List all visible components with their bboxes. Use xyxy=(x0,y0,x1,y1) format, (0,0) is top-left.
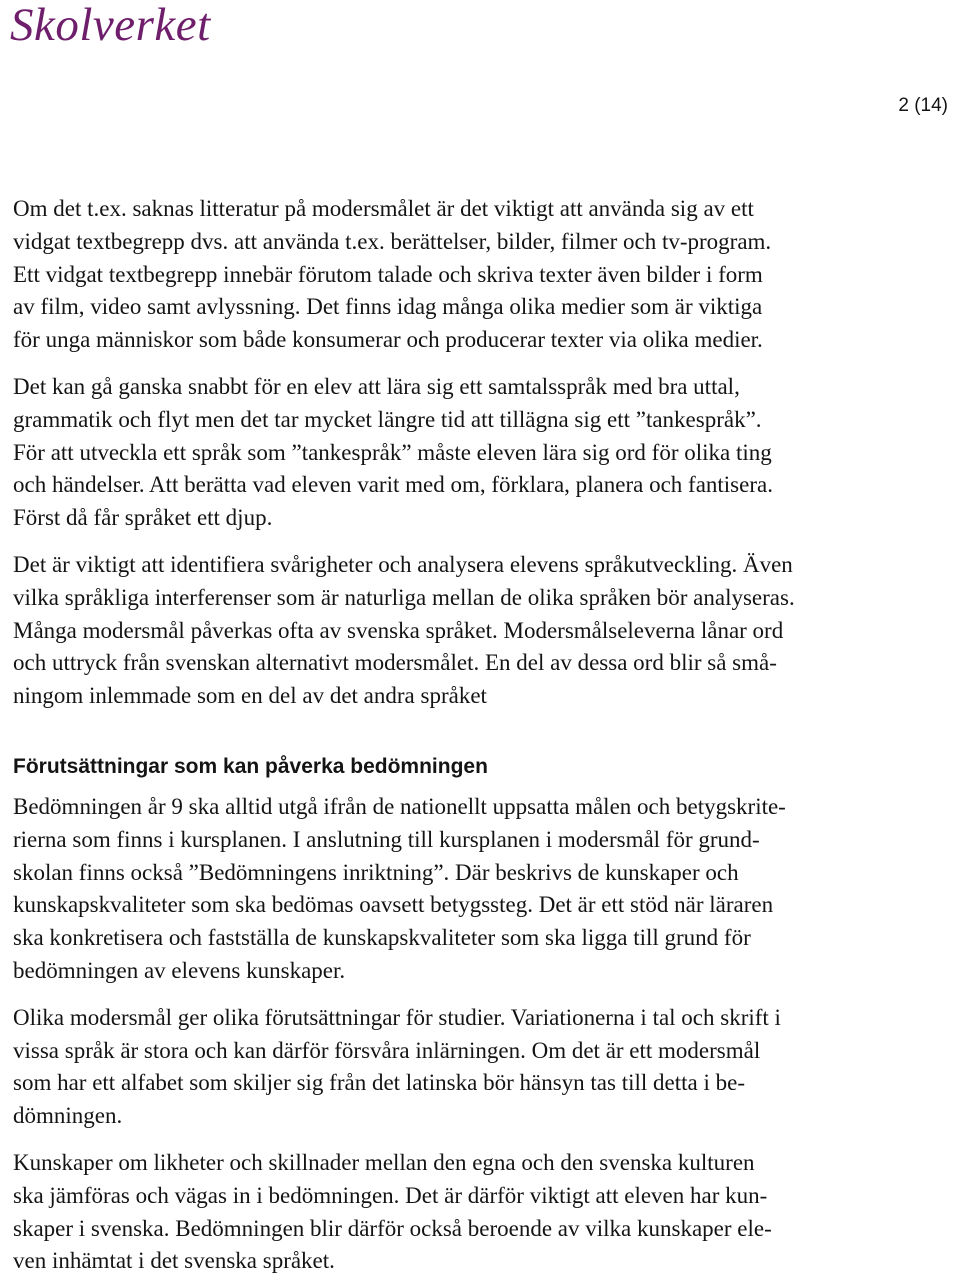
section-paragraph-1 xyxy=(13,791,957,988)
paragraph-1 xyxy=(13,193,957,357)
text-line: Olika modersmål ger olika förutsättningar för studier. Variationerna i tal och skrift i xyxy=(13,1004,781,1030)
text-line: För att utveckla ett språk som ”tankespråk” måste eleven lära sig ord för olika ting xyxy=(13,439,772,465)
paragraph-gap xyxy=(13,357,957,371)
text-line: Kunskaper om likheter och skillnader mellan den egna och den svenska kulturen xyxy=(13,1149,755,1175)
text-line: vidgat textbegrepp dvs. att använda t.ex. berättelser, bilder, filmer och tv-program. xyxy=(13,228,772,254)
text-line: vissa språk är stora och kan därför försvåra inlärningen. Om det är ett modersmål xyxy=(13,1037,761,1063)
text-line: Om det t.ex. saknas litteratur på modersmålet är det viktigt att använda sig av ett xyxy=(13,196,754,221)
text-line: av film, video samt avlyssning. Det finns idag många olika medier som är viktiga xyxy=(13,294,763,320)
skolverket-logo: Skolverket xyxy=(10,0,211,51)
section-heading: Förutsättningar som kan påverka bedömningen xyxy=(13,754,488,778)
text-line: Bedömningen år 9 ska alltid utgå ifrån de nationellt uppsatta målen och betygskrite- xyxy=(13,793,786,819)
text-line: ven inhämtat i det svenska språket. xyxy=(13,1248,335,1274)
text-line: för unga människor som både konsumerar och producerar texter via olika medier. xyxy=(13,327,763,353)
paragraph-gap xyxy=(13,988,957,1002)
paragraph-gap xyxy=(13,535,957,549)
text-line: ningom inlemmade som en del av det andra språket xyxy=(13,683,487,709)
heading-gap xyxy=(13,781,957,791)
section-gap xyxy=(13,713,957,753)
section-paragraph-2 xyxy=(13,1002,957,1133)
text-line: grammatik och flyt men det tar mycket längre tid att tillägna sig ett ”tankespråk”. xyxy=(13,406,762,432)
text-line: ska konkretisera och fastställa de kunskapskvaliteter som ska ligga till grund för xyxy=(13,925,751,951)
text-line: kunskapskvaliteter som ska bedömas oavsett betygssteg. Det är ett stöd när läraren xyxy=(13,892,774,918)
text-line: Många modersmål påverkas ofta av svenska språket. Modersmålseleverna lånar ord xyxy=(13,617,784,643)
paragraph-3 xyxy=(13,549,957,713)
text-line: ska jämföras och vägas in i bedömningen. Det är därför viktigt att eleven har kun- xyxy=(13,1182,768,1208)
paragraph-gap xyxy=(13,1133,957,1147)
text-line: Det är viktigt att identifiera svårigheter och analysera elevens språkutveckling. Även xyxy=(13,551,793,577)
page-number: 2 (14) xyxy=(898,95,948,116)
text-line: Det kan gå ganska snabbt för en elev att lära sig ett samtalsspråk med bra uttal, xyxy=(13,373,740,399)
paragraph-2 xyxy=(13,371,957,535)
text-line: skaper i svenska. Bedömningen blir därför också beroende av vilka kunskaper ele- xyxy=(13,1215,772,1241)
text-line: som har ett alfabet som skiljer sig från det latinska bör hänsyn tas till detta i be- xyxy=(13,1070,745,1096)
text-line: rierna som finns i kursplanen. I anslutning till kursplanen i modersmål för grund- xyxy=(13,826,760,852)
text-line: Först då får språket ett djup. xyxy=(13,505,273,531)
text-line: vilka språkliga interferenser som är naturliga mellan de olika språken bör analyseras. xyxy=(13,584,795,610)
text-line: dömningen. xyxy=(13,1103,123,1129)
text-line: skolan finns också ”Bedömningens inriktning”. Där beskrivs de kunskaper och xyxy=(13,859,739,885)
text-line: bedömningen av elevens kunskaper. xyxy=(13,957,346,983)
document-body xyxy=(13,193,957,1278)
section-paragraph-3 xyxy=(13,1147,957,1278)
text-line: och händelser. Att berätta vad eleven varit med om, förklara, planera och fantisera. xyxy=(13,472,773,498)
text-line: Ett vidgat textbegrepp innebär förutom talade och skriva texter även bilder i form xyxy=(13,261,763,287)
text-line: och uttryck från svenskan alternativt modersmålet. En del av dessa ord blir så små- xyxy=(13,650,777,676)
